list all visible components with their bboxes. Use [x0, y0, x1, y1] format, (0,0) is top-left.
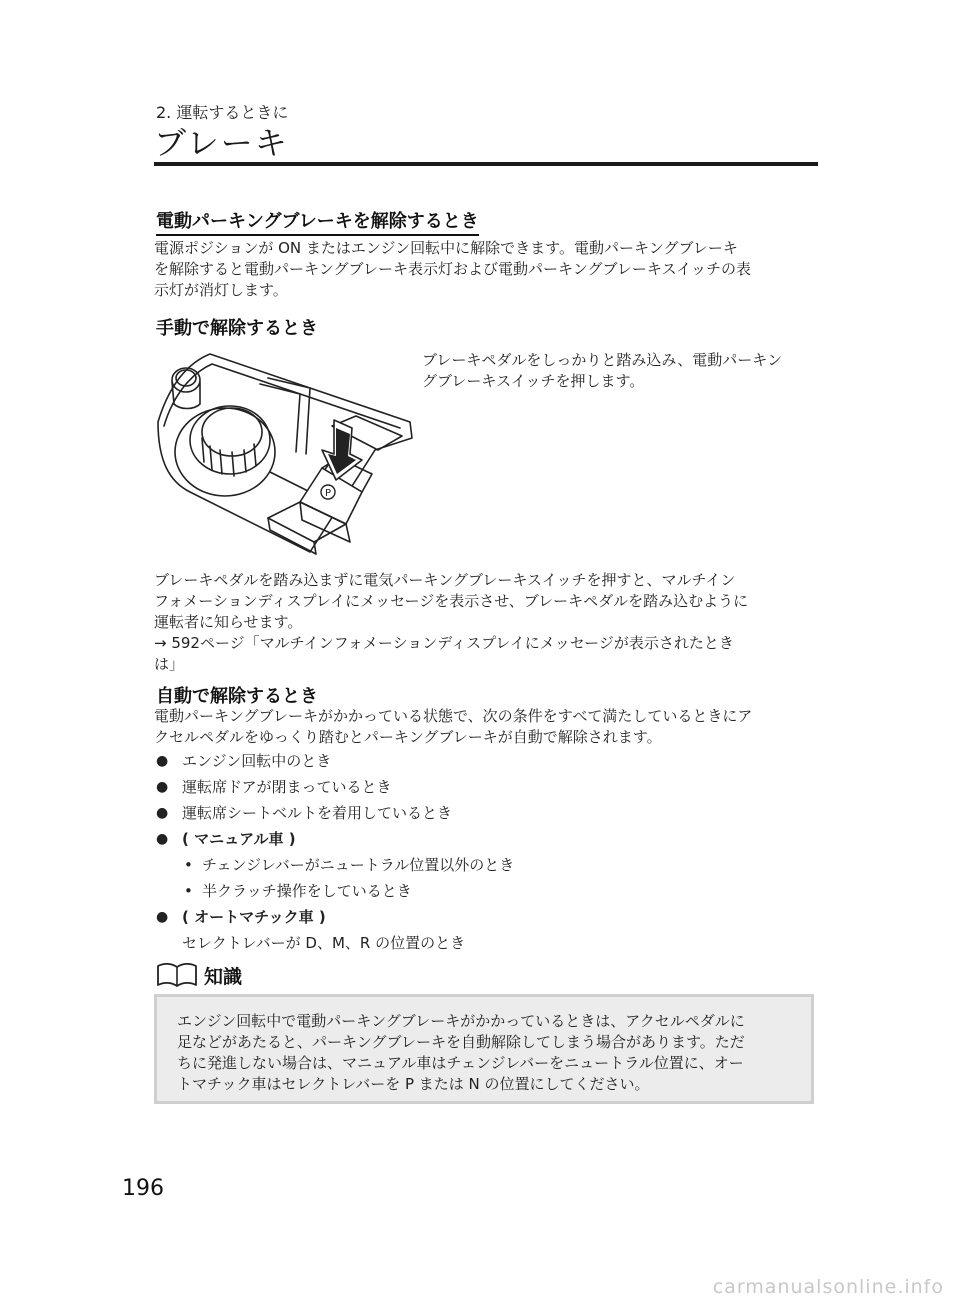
manual-note: [154, 570, 824, 675]
bullet-icon: ●: [156, 909, 169, 925]
sub-list-item: • チェンジレバーがニュートラル位置以外のとき: [184, 856, 515, 874]
knowledge-box: [154, 994, 814, 1104]
page-number: 196: [122, 1176, 164, 1201]
watermark: carmanualsonline.info: [712, 1276, 944, 1298]
cross-reference-link[interactable]: → 592ページ「マルチインフォメーションディスプレイにメッセージが表示されたとき: [154, 634, 734, 652]
sub-bullet-icon: •: [184, 856, 193, 874]
knowledge-header: [156, 960, 242, 990]
paragraph-line: ブレーキペダルを踏み込まずに電気パーキングブレーキスイッチを押すと、マルチイン: [154, 571, 736, 589]
paragraph-line: グブレーキスイッチを押します。: [422, 372, 645, 390]
knowledge-label: 知識: [204, 965, 243, 988]
list-item-automatic: ● ( オートマチック車 ): [156, 908, 326, 926]
list-item: ● 運転席シートベルトを着用しているとき: [156, 804, 453, 822]
release-paragraph: [154, 238, 824, 301]
paragraph-line: を解除すると電動パーキングブレーキ表示灯および電動パーキングブレーキスイッチの表: [154, 260, 752, 278]
open-book-icon: [156, 962, 198, 988]
bullet-icon: ●: [156, 753, 169, 769]
page-title: ブレーキ: [154, 124, 289, 162]
bullet-icon: ●: [156, 779, 169, 795]
list-item-continuation: セレクトレバーが D、M、R の位置のとき: [182, 934, 466, 952]
section-heading-auto: 自動で解除するとき: [156, 686, 318, 707]
bullet-icon: ●: [156, 831, 169, 847]
chapter-label: 2. 運転するときに: [156, 103, 289, 122]
console-outline: [158, 354, 412, 552]
console-switch-illustration: [150, 342, 420, 564]
paragraph-line: 電動パーキングブレーキがかかっている状態で、次の条件をすべて満たしているときにア: [154, 707, 753, 725]
paragraph-line: トマチック車はセレクトレバーを P または N の位置にしてください。: [177, 1075, 650, 1093]
paragraph-line: クセルペダルをゆっくり踏むとパーキングブレーキが自動で解除されます。: [154, 728, 662, 746]
cross-reference-link-cont[interactable]: は」: [154, 655, 185, 673]
paragraph-line: エンジン回転中で電動パーキングブレーキがかかっているときは、アクセルペダルに: [177, 1012, 745, 1030]
manual-instruction: [422, 350, 822, 392]
paragraph-line: 電源ポジションが ON またはエンジン回転中に解除できます。電動パーキングブレーキ: [154, 239, 738, 257]
paragraph-line: ブレーキペダルをしっかりと踏み込み、電動パーキン: [422, 351, 783, 369]
sub-bullet-icon: •: [184, 882, 193, 900]
paragraph-line: 示灯が消灯します。: [154, 281, 288, 299]
paragraph-line: ちに発進しない場合は、マニュアル車はチェンジレバーをニュートラル位置に、オー: [177, 1054, 744, 1072]
section-heading-manual: 手動で解除するとき: [156, 318, 318, 339]
p-symbol-text: P: [324, 488, 332, 499]
paragraph-line: 足などがあたると、パーキングブレーキを自動解除してしまう場合があります。ただ: [177, 1033, 745, 1051]
list-item: ● エンジン回転中のとき: [156, 752, 332, 770]
paragraph-line: フォメーションディスプレイにメッセージを表示させ、ブレーキペダルを踏み込むように: [154, 592, 749, 610]
title-rule: [154, 162, 818, 166]
paragraph-line: 運転者に知らせます。: [154, 613, 303, 631]
list-item-manual: ● ( マニュアル車 ): [156, 830, 296, 848]
conditions-list: [154, 750, 824, 956]
list-item: ● 運転席ドアが閉まっているとき: [156, 778, 392, 796]
commander-dial-base: [175, 408, 275, 496]
bullet-icon: ●: [156, 805, 169, 821]
knowledge-text: [177, 1011, 791, 1095]
auto-paragraph: [154, 706, 834, 748]
section-heading-release: 電動パーキングブレーキを解除するとき: [156, 207, 479, 236]
sub-list-item: • 半クラッチ操作をしているとき: [184, 882, 412, 900]
